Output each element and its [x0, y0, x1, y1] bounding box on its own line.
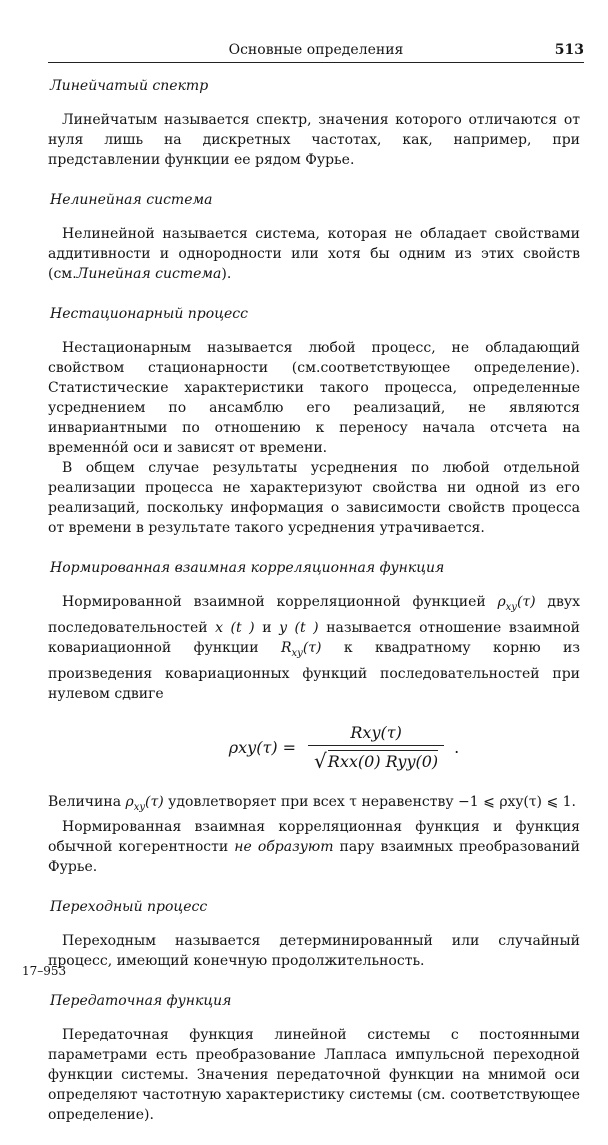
- text: Нелинейной называется система, которая не обладает свойствами аддитивности и однородности или хотя бы одним из этих свойств (см.: [48, 226, 580, 282]
- term-heading: Нестационарный процесс: [50, 306, 248, 322]
- text: двух последовательностей: [48, 594, 580, 636]
- formula-denominator: [308, 745, 444, 773]
- printer-signature: 17–953: [22, 964, 67, 978]
- cross-reference: Линейная система: [76, 266, 222, 282]
- paragraph: Нестационарным называется любой процесс, не обладающий свойством стационарности (см.соответствующее определение). Статистические характеристики такого процесса, определенные усреднением по ансамблю его реализаций, не являются инвариантными по отношению к переносу начала отсчета на временнóй оси и зависят от времени.: [48, 340, 580, 456]
- paragraph: В общем случае результаты усреднения по любой отдельной реализации процесса не характеризуют свойства ни одной из его реализаций, поскольку информация о зависимости свойств процесса от времени в результате такого усреднения утрачивается.: [48, 460, 580, 536]
- sqrt-icon: √: [314, 748, 327, 773]
- paragraph: Переходным называется детерминированный или случайный процесс, имеющий конечную продолжительность.: [48, 933, 580, 970]
- running-head: [48, 38, 584, 63]
- emphasis: не образуют: [234, 839, 334, 856]
- paragraph: [48, 817, 580, 877]
- term-heading: Переходный процесс: [50, 899, 208, 916]
- formula-numerator: Rxy(τ): [350, 722, 402, 742]
- math-inline: $\rho_{xy}(\tau)$: [125, 793, 164, 813]
- formula-fraction: [308, 723, 444, 773]
- text: Величина: [48, 793, 122, 810]
- math-inline: $\rho_{xy}(\tau)$: [497, 594, 536, 613]
- paragraph: Передаточная функция линейной системы с постоянными параметрами есть преобразование Лапласа импульсной переходной функции системы. Значения передаточной функции на мнимой оси определяют частотную характеристику системы (см. соответствующее определение).: [48, 1027, 580, 1124]
- math-inline: y (t ): [279, 619, 319, 636]
- text: Нормированной взаимной корреляционной функцией: [62, 594, 486, 610]
- term-heading: Передаточная функция: [50, 993, 232, 1010]
- page-number: 513: [554, 42, 584, 58]
- math-inline: $R_{xy}(\tau)$: [280, 639, 322, 659]
- text: пару взаимных преобразований Фурье.: [48, 839, 580, 876]
- body-text: [48, 76, 580, 1145]
- running-title: Основные определения: [228, 42, 404, 58]
- paragraph: [48, 224, 580, 284]
- text: к квадратному корню из произведения ковариационных функций последовательностей при нулевом сдвиге: [48, 639, 581, 702]
- text: удовлетворяет при всех τ неравенству −1 ⩽ ρxy(τ) ⩽ 1.: [168, 793, 577, 810]
- math-inline: x (t ): [215, 619, 255, 636]
- paragraph: Линейчатым называется спектр, значения которого отличаются от нуля лишь на дискретных частотах, как, например, при представлении функции ее рядом Фурье.: [48, 112, 580, 168]
- section-transient-process: [48, 897, 580, 971]
- text: ).: [221, 266, 232, 282]
- term-heading: Нелинейная система: [50, 192, 213, 208]
- text: и: [262, 619, 272, 636]
- section-nonlinear-system: [48, 190, 580, 284]
- section-normalized-cross-correlation: [48, 558, 580, 877]
- formula-end: .: [454, 738, 460, 758]
- term-heading: Нормированная взаимная корреляционная функция: [50, 560, 445, 576]
- paragraph: [48, 792, 580, 818]
- math-symbol: ρ: [497, 594, 506, 610]
- section-nonstationary-process: [48, 304, 580, 538]
- formula: [108, 718, 580, 778]
- text: Нормированная взаимная корреляционная функция и функция обычной когерентности: [48, 819, 580, 856]
- formula-lhs: ρxy(τ) =: [228, 738, 297, 758]
- text: называется отношение взаимной ковариационной функции: [48, 619, 581, 656]
- section-line-spectrum: [48, 76, 580, 170]
- section-transfer-function: [48, 991, 580, 1125]
- formula-radicand: Rxx(0) Ryy(0): [327, 752, 439, 772]
- term-heading: Линейчатый спектр: [50, 78, 209, 94]
- paragraph: [48, 592, 580, 704]
